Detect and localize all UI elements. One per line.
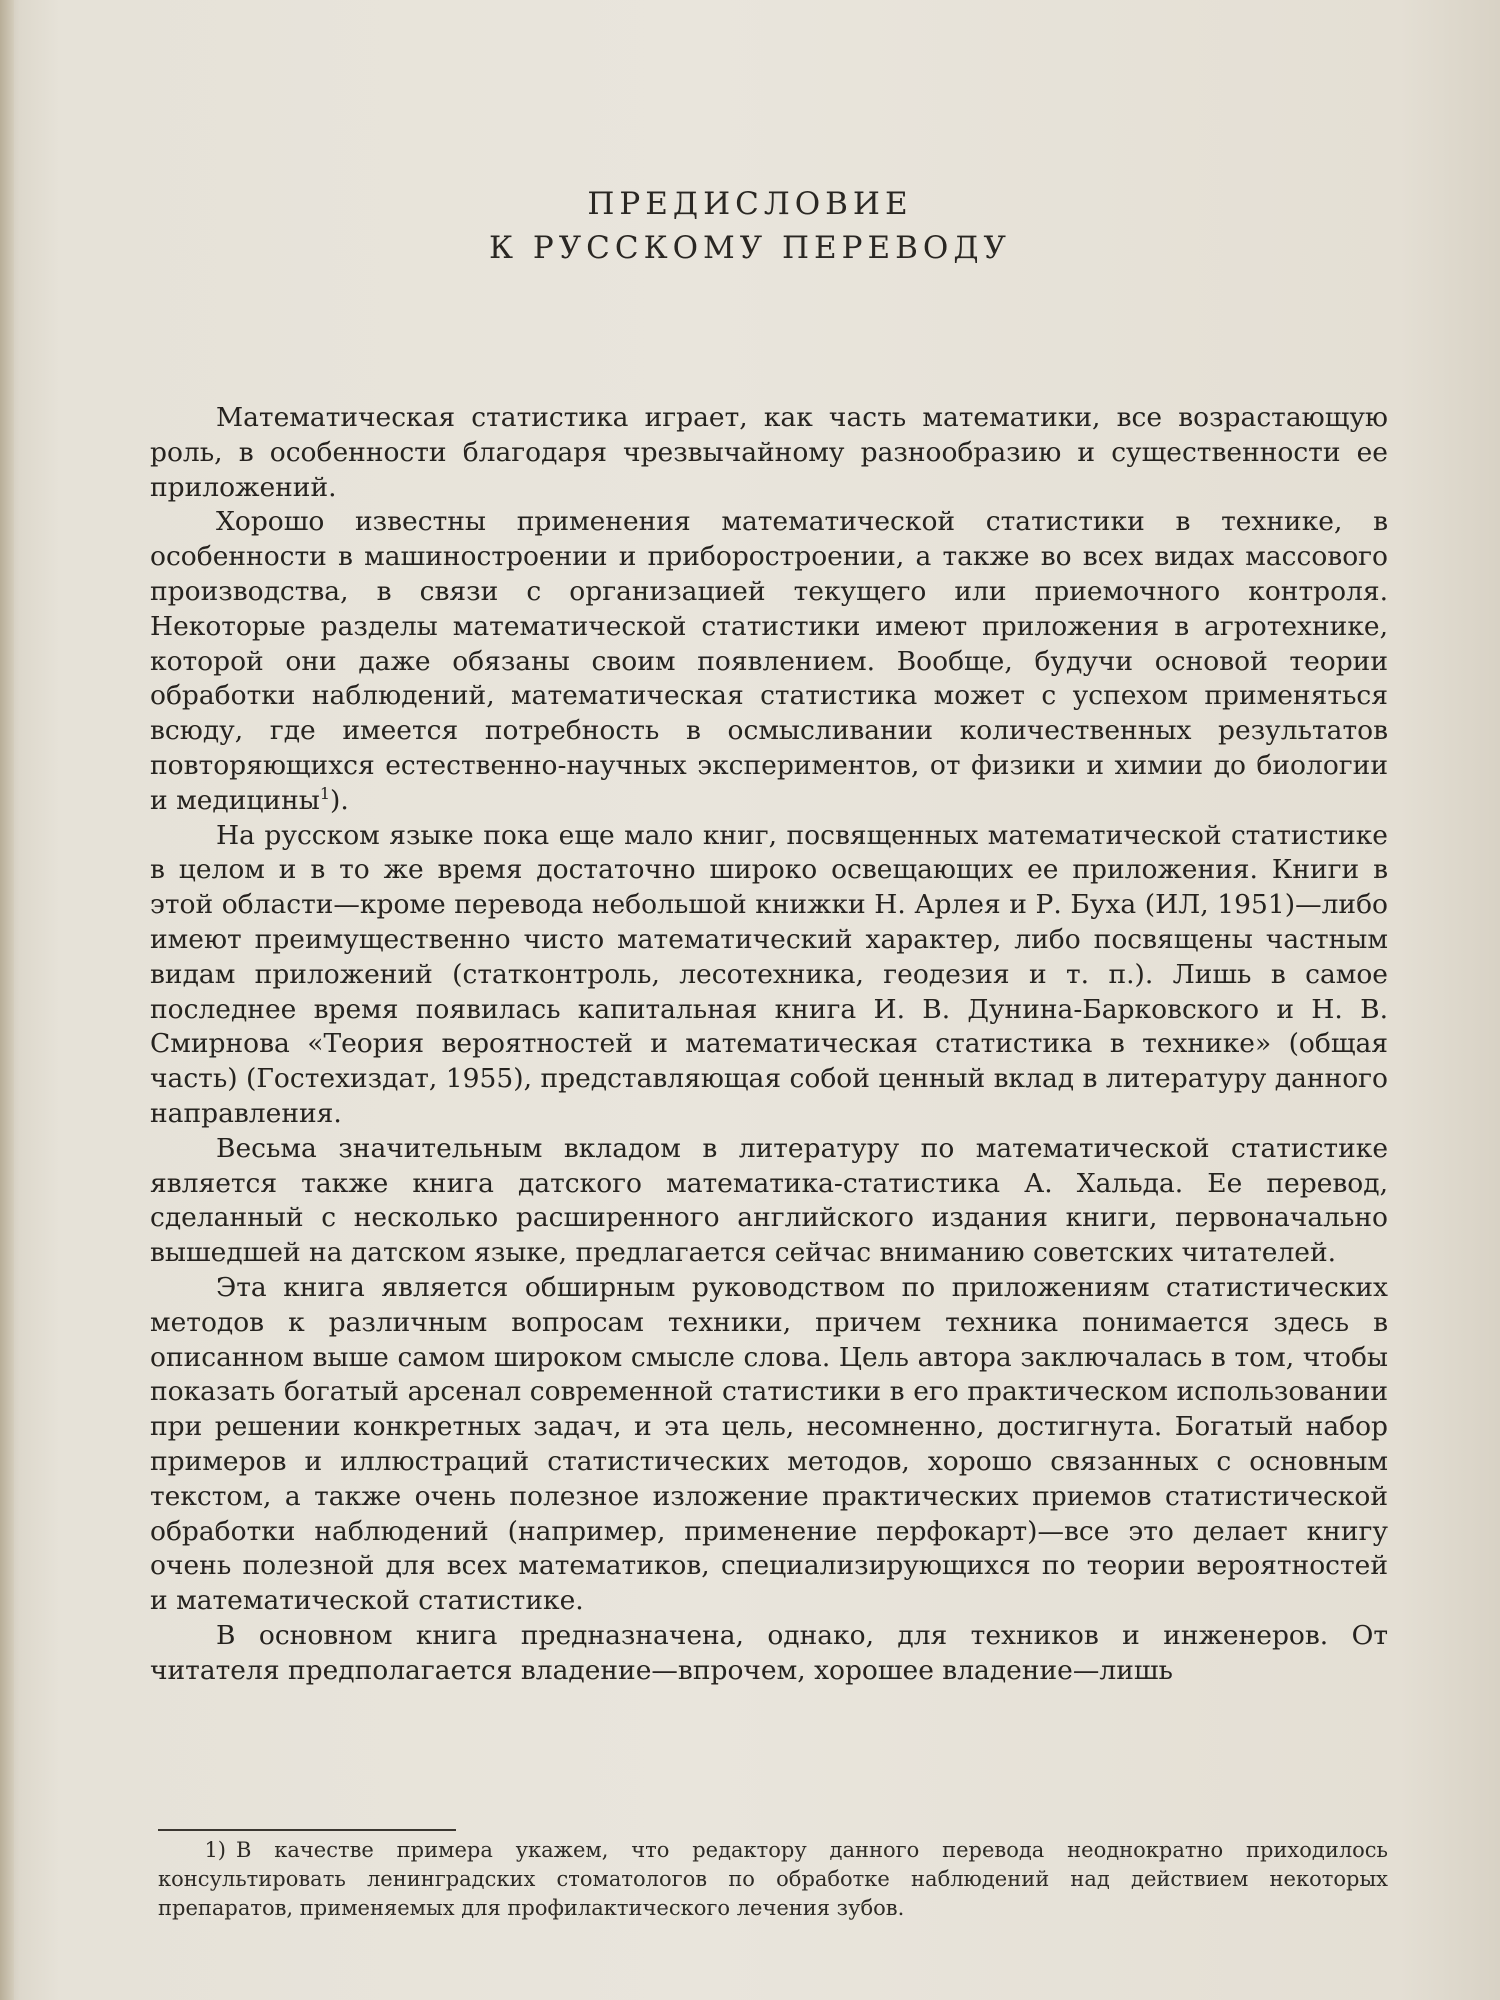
page-binding-edge bbox=[0, 0, 14, 2000]
paragraph: Эта книга является обширным руководством по приложениям статистических методов к различным вопросам техники, причем техника понимается здесь в описанном выше самом широком смысле слова. Цель автора заключалась в том, чтобы показать богатый арсенал современной статистики в его практическом использовании при решении конкретных задач, и эта цель, несомненно, достигнута. Богатый набор примеров и иллюстраций статистических методов, хорошо связанных с основным текстом, а также очень полезное изложение практических приемов статистической обработки наблюдений (например, применение перфокарт)—все это делает книгу очень полезной для всех математиков, специализирующихся по теории вероятностей и математической статистике. bbox=[150, 1271, 1388, 1617]
page-subtitle: К РУССКОМУ ПЕРЕВОДУ bbox=[489, 230, 1011, 266]
footnote-divider bbox=[158, 1829, 456, 1831]
paragraph: На русском языке пока еще мало книг, посвященных математической статистике в целом и в то же время достаточно широко освещающих ее приложения. Книги в этой области—кроме перевода небольшой книжки Н. Арлея и Р. Буха (ИЛ, 1951)—либо имеют преимущественно чисто математический характер, либо посвящены частным видам приложений (статконтроль, лесотехника, геодезия и т. п.). Лишь в самое последнее время появилась капитальная книга И. В. Дунина-Барковского и Н. В. Смирнова «Теория вероятностей и математическая статистика в технике» (общая часть) (Гостехиздат, 1955), представляющая собой ценный вклад в литературу данного направления. bbox=[150, 819, 1388, 1129]
paragraph: Математическая статистика играет, как часть математики, все возрастающую роль, в особенности благодаря чрезвычайному разнообразию и существенности ее приложений. bbox=[150, 402, 1388, 503]
footnote-text: В качестве примера укажем, что редактору данного перевода неоднократно приходилось консультировать ленинградских стоматологов по обработке наблюдений над действием некоторых препаратов, применяемых для профилактического лечения зубов. bbox=[158, 1838, 1388, 1920]
footnote-marker: 1) bbox=[204, 1838, 226, 1862]
page-title: ПРЕДИСЛОВИЕ bbox=[587, 186, 913, 222]
footnote-reference: 1 bbox=[319, 783, 331, 803]
footnote bbox=[158, 1836, 1388, 1923]
paragraph bbox=[150, 505, 1388, 818]
paragraph: В основном книга предназначена, однако, для техников и инженеров. От читателя предполагается владение—впрочем, хорошее владение—лишь bbox=[150, 1619, 1388, 1686]
footnote-reference-tail: ). bbox=[330, 784, 349, 816]
paragraph: Весьма значительным вкладом в литературу по математической статистике является также книга датского математика-статистика А. Хальда. Ее перевод, сделанный с несколько расширенного английского издания книги, первоначально вышедшей на датском языке, предлагается сейчас вниманию советских читателей. bbox=[150, 1132, 1388, 1269]
body-text bbox=[150, 401, 1388, 1688]
paragraph-text: Хорошо известны применения математической статистики в технике, в особенности в машиностроении и приборостроении, а также во всех видах массового производства, в связи с организацией текущего или приемочного контроля. Некоторые разделы математической статистики имеют приложения в агротехнике, которой они даже обязаны своим появлением. Вообще, будучи основой теории обработки наблюдений, математическая статистика может с успехом применяться всюду, где имеется потребность в осмысливании количественных результатов повторяющихся естественно-научных экспериментов, от физики и химии до биологии и медицины bbox=[150, 506, 1388, 816]
